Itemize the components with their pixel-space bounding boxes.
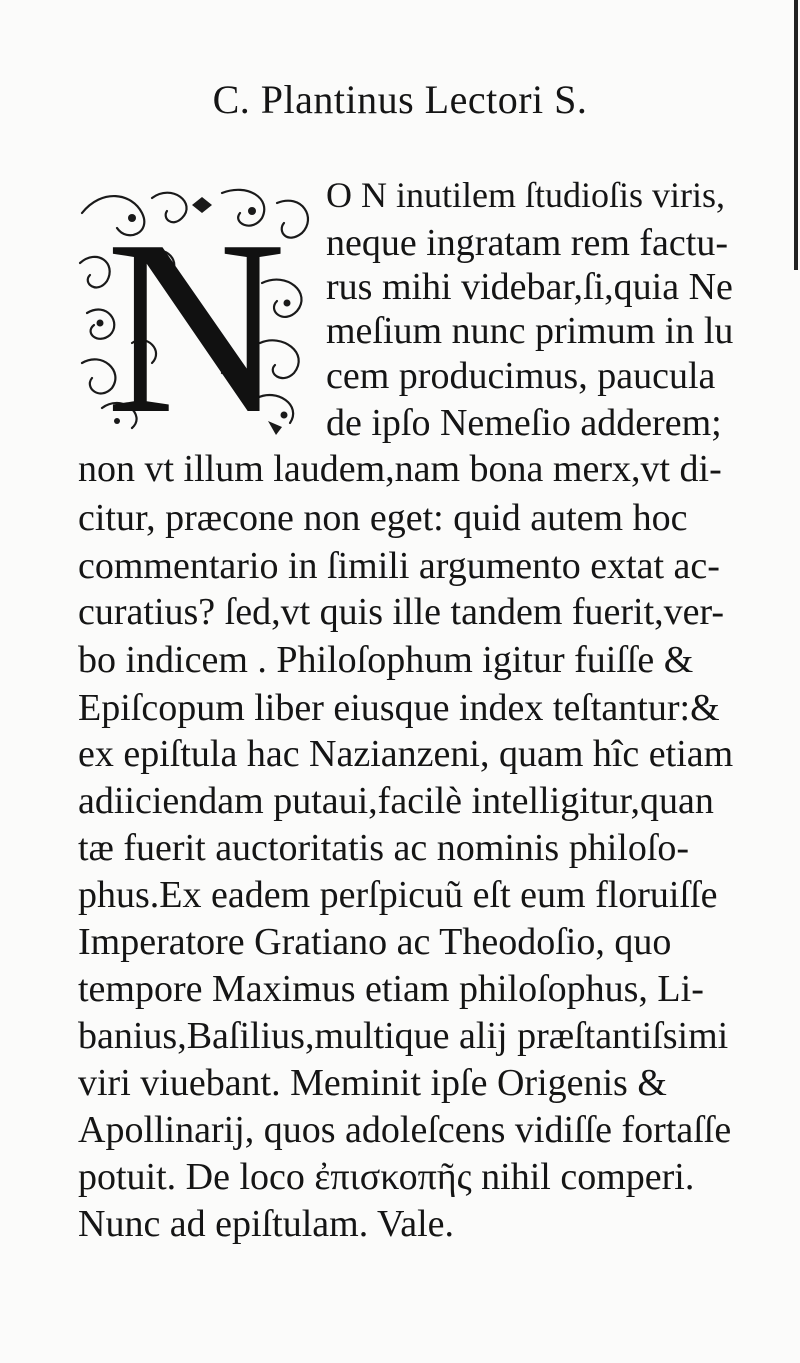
text-line: commentario in ſimili argumento extat ac- [78,545,720,587]
text-line: viri viuebant. Meminit ipſe Origenis & [78,1062,667,1104]
text-line: Epiſcopum liber eiusque index teſtantur:& [78,687,720,729]
text-line: O N inutilem ſtudioſis viris, [326,175,726,215]
text-line: tempore Maximus etiam philoſophus, Li- [78,968,704,1010]
text-line: curatius? ſed,vt quis ille tandem fuerit,ver- [78,591,725,633]
text-line: neque ingratam rem factu- [326,222,728,264]
text-line: rus mihi videbar,ſi,quia Ne [326,266,733,308]
text-line: Apollinarij, quos adoleſcens vidiſſe fortaſſe [78,1109,732,1151]
text-line: non vt illum laudem,nam bona merx,vt di- [78,448,722,490]
text-line: adiiciendam putaui,facilè intelligitur,quan [78,780,714,822]
page-edge-shadow [794,0,798,270]
decorated-initial [72,183,320,435]
text-line: potuit. De loco ἐπισκοπῆς nihil comperi. [78,1156,695,1198]
page-title: C. Plantinus Lectori S. [212,77,588,122]
text-line: citur, præcone non eget: quid autem hoc [78,497,688,539]
text-line: ex epiſtula hac Nazianzeni, quam hîc etiam [78,733,734,775]
text-line: phus.Ex eadem perſpicuũ eſt eum floruiſſe [78,874,718,916]
text-line: cem producimus, paucula [326,355,716,397]
text-line: meſium nunc primum in lu [326,310,734,352]
text-line: Nunc ad epiſtulam. Vale. [78,1203,455,1245]
text-line: de ipſo Nemeſio adderem; [326,402,722,444]
text-line: bo indicem . Philoſophum igitur fuiſſe & [78,639,694,681]
text-line: banius,Baſilius,multique alij præſtantiſsimi [78,1015,729,1057]
svg-text:N: N [105,189,287,435]
text-line: Imperatore Gratiano ac Theodoſio, quo [78,921,672,963]
text-line: tæ fuerit auctoritatis ac nominis philoſo- [78,827,690,869]
